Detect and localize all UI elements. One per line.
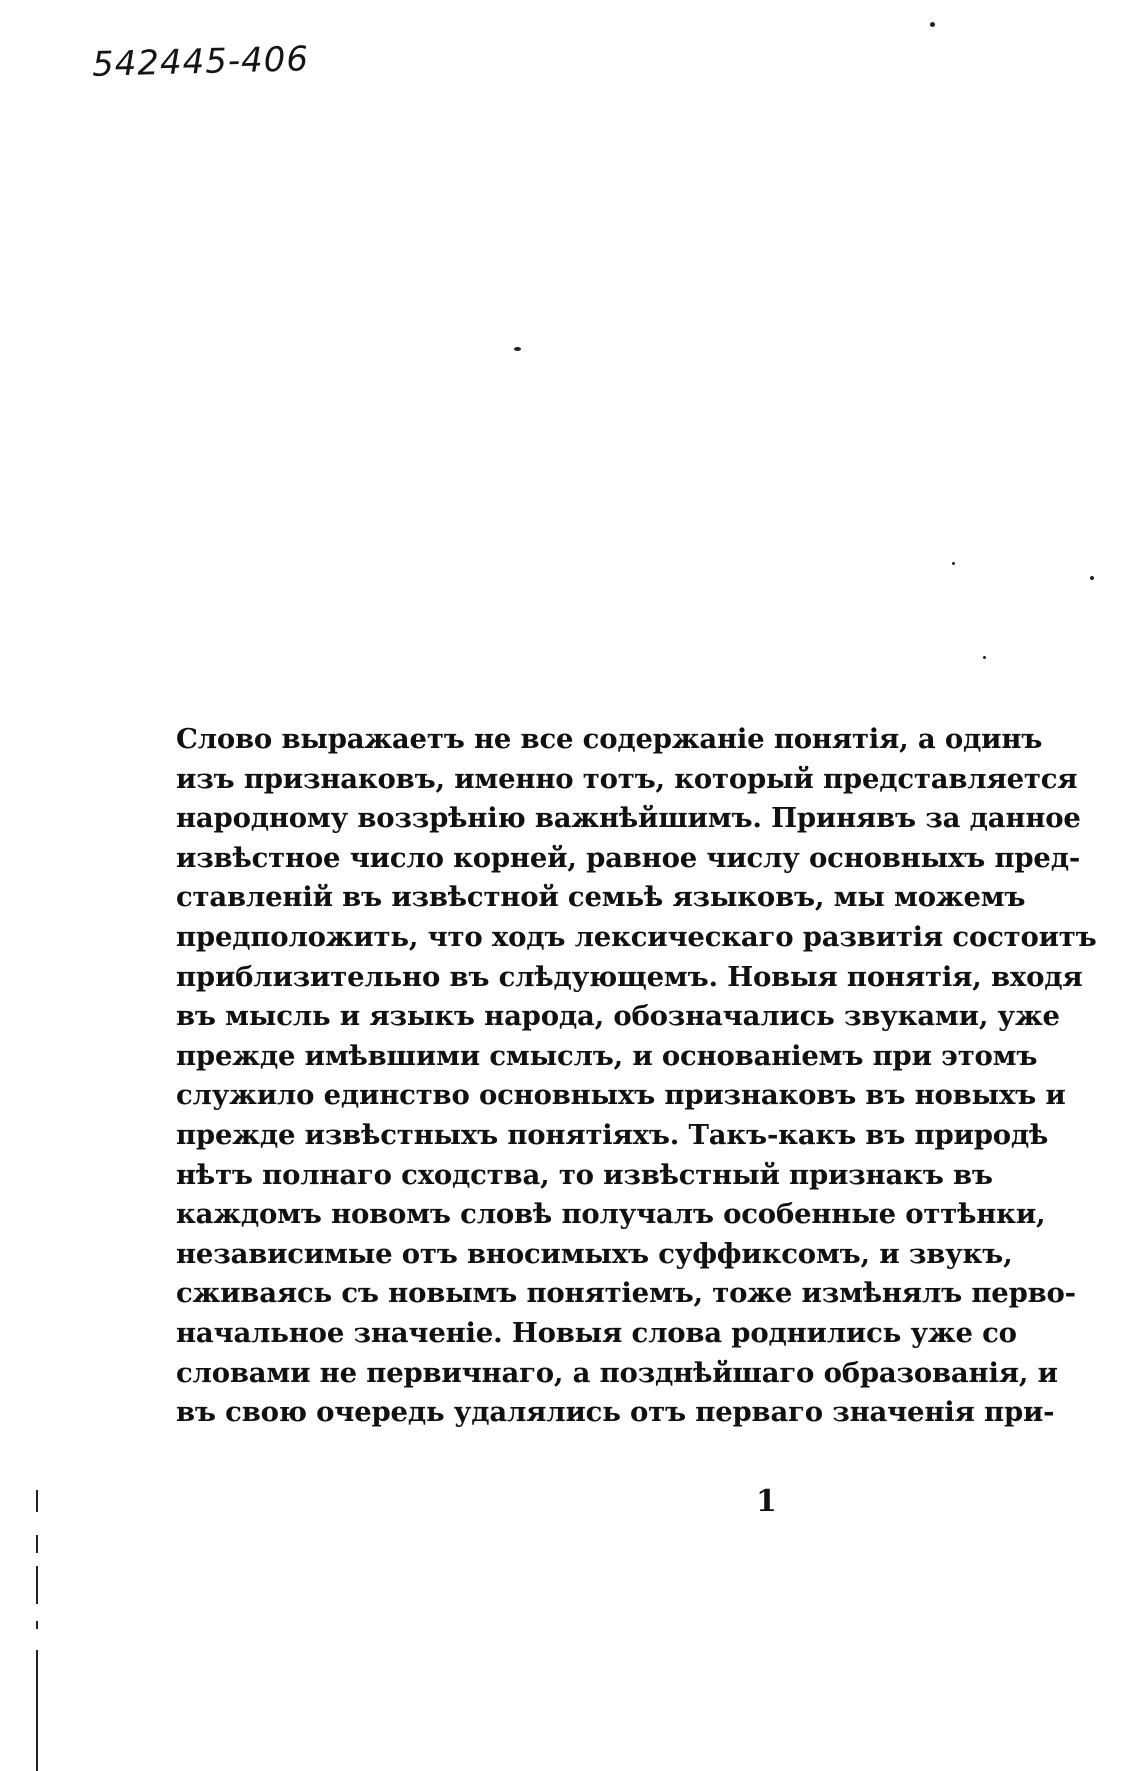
text-line: предположить, что ходъ лексическаго развитія состоитъ [176,920,1097,953]
handwritten-catalog-number: 542445-406 [91,39,310,85]
text-line: прежде извѣстныхъ понятіяхъ. Такъ-какъ въ природѣ [176,1118,1049,1151]
print-speck [1090,576,1094,580]
text-line: словами не первичнаго, а позднѣйшаго образованія, и [176,1356,1058,1389]
scan-edge-marks [36,1490,42,1771]
print-speck [983,656,986,659]
text-line: народному воззрѣнію важнѣйшимъ. Принявъ за данное [176,802,1081,835]
print-speck [952,562,955,565]
text-line: приблизительно въ слѣдующемъ. Новыя понятія, входя [176,960,1083,993]
text-line: начальное значеніе. Новыя слова роднились уже со [176,1316,1017,1349]
text-line: каждомъ новомъ словѣ получалъ особенные оттѣнки, [176,1198,1046,1231]
text-line: ставленій въ извѣстной семьѣ языковъ, мы можемъ [176,881,1026,914]
page-number: 1 [756,1484,777,1519]
scan-edge-mark [36,1535,38,1553]
text-line: въ свою очередь удалялись отъ перваго значенія при- [176,1396,1055,1429]
text-line: служило единство основныхъ признаковъ въ новыхъ и [176,1079,1066,1112]
text-line: независимые отъ вносимыхъ суффиксомъ, и звукъ, [176,1237,1013,1270]
scan-edge-mark [36,1566,38,1604]
text-line: извѣстное число корней, равное числу основныхъ пред- [176,841,1081,874]
scan-edge-mark [36,1621,38,1629]
text-line: въ мысль и языкъ народа, обозначались звуками, уже [176,1000,1060,1033]
text-line: изъ признаковъ, именно тотъ, который представляется [176,762,1078,795]
text-line: Слово выражаетъ не все содержаніе понятія, а одинъ [176,723,1043,755]
print-speck [930,22,935,27]
text-line: сживаясь съ новымъ понятіемъ, тоже измѣнялъ перво- [176,1277,1076,1310]
body-text [176,720,1097,1433]
print-speck [514,347,521,351]
scan-edge-mark [36,1490,38,1512]
scan-edge-mark [36,1650,38,1771]
text-line: прежде имѣвшими смыслъ, и основаніемъ при этомъ [176,1039,1038,1072]
text-line: нѣтъ полнаго сходства, то извѣстный признакъ въ [176,1158,993,1191]
